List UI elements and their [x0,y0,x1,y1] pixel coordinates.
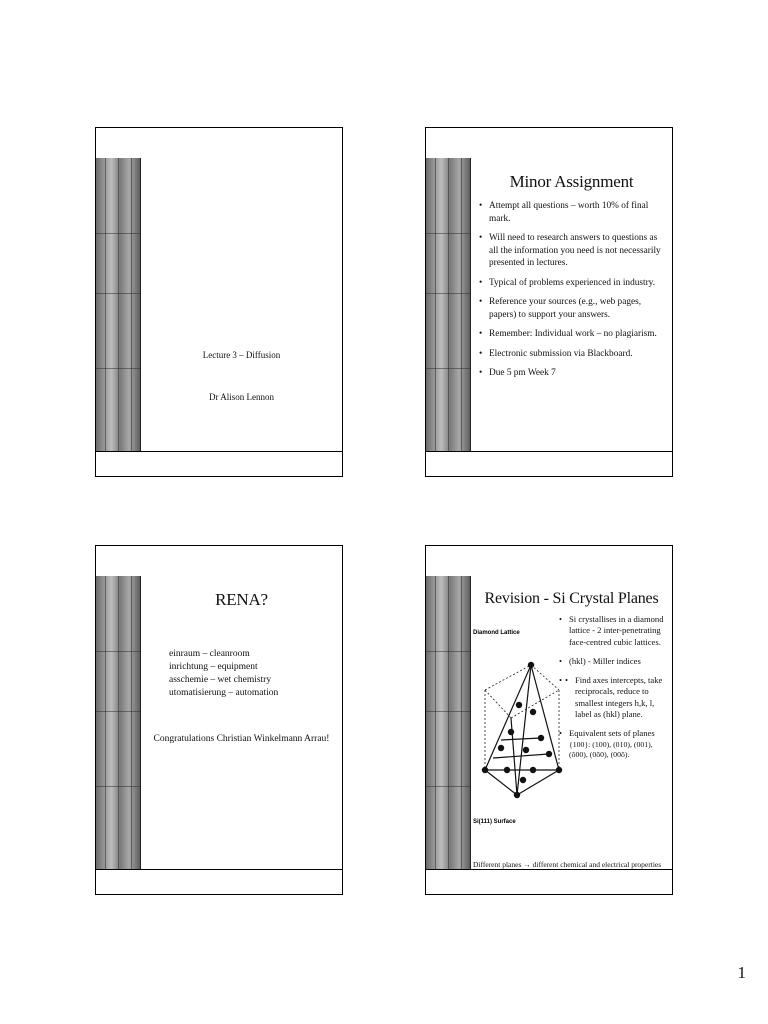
list-item: • Due 5 pm Week 7 [479,367,664,380]
slide-title: Revision - Si Crystal Planes [484,590,659,607]
slide-footer-band [426,451,672,476]
list-item [559,675,670,720]
list-item: asschemie – wet chemistry [169,675,272,685]
slide-content [140,158,342,452]
slide-content [140,576,342,870]
list-item: • • Find axes intercepts, take reciprocals, reduce to smallest integers h,k, l, label as (hkl) plane. [565,675,670,720]
diagram-label-bottom: Si(111) Surface [473,819,516,825]
slide-title: RENA? [215,590,268,609]
slide-title-lecture [95,127,343,477]
slide-rena [95,545,343,895]
list-item: • Reference your sources (e.g., web pages, papers) to support your answers. [479,296,664,321]
list-item: utomatisierung – automation [169,688,279,698]
slide-header-band [96,128,342,159]
slide-footer-band [96,869,342,894]
list-item [559,728,670,759]
page-number: 1 [737,963,746,982]
slide-side-image [96,576,140,870]
slide-footer-band [426,869,672,894]
slide-content [470,158,672,452]
list-item: • Electronic submission via Blackboard. [479,348,664,361]
slide-side-image [426,576,470,870]
slide-header-band [426,128,672,159]
list-item: einraum – cleanroom [169,649,250,659]
list-item: • (hkl) - Miller indices [559,656,670,667]
slide-minor-assignment [425,127,673,477]
slide-footnote: Different planes → different chemical and electrical properties [473,860,662,869]
slide-side-image [426,158,470,452]
diagram-label-top: Diamond Lattice [473,630,520,636]
lecturer-name: Dr Alison Lennon [209,392,274,402]
slide-side-image [96,158,140,452]
list-item: • Typical of problems experienced in industry. [479,277,664,290]
list-item: • Si crystallises in a diamond lattice - 2 inter-penetrating face-centred cubic lattices. [559,614,670,648]
lecture-title: Lecture 3 – Diffusion [202,350,281,360]
list-item: inrichtung – equipment [169,662,258,672]
slide-header-band [96,546,342,577]
bullet-list [559,614,670,768]
congratulations-text: Congratulations Christian Winkelmann Arrau! [153,734,330,744]
equivalent-planes-detail: {100}: (100), (010), (001), (ō00), (0ō0), (00ō). [569,739,653,759]
slide-header-band [426,546,672,577]
equivalent-planes-label: Equivalent sets of planes [569,728,655,739]
list-item: • Attempt all questions – worth 10% of final mark. [479,200,664,225]
slide-content [470,576,672,870]
diamond-lattice-diagram [471,620,565,825]
sub-bullet-list [559,675,670,720]
list-item: • Will need to research answers to questions as all the information you need is not necessarily presented in lectures. [479,232,664,270]
slide-title: Minor Assignment [509,172,634,191]
list-item: • Remember: Individual work – no plagiarism. [479,328,664,341]
bullet-list [471,200,672,380]
slide-si-crystal-planes [425,545,673,895]
slide-footer-band [96,451,342,476]
rena-acronym-list [169,648,278,700]
